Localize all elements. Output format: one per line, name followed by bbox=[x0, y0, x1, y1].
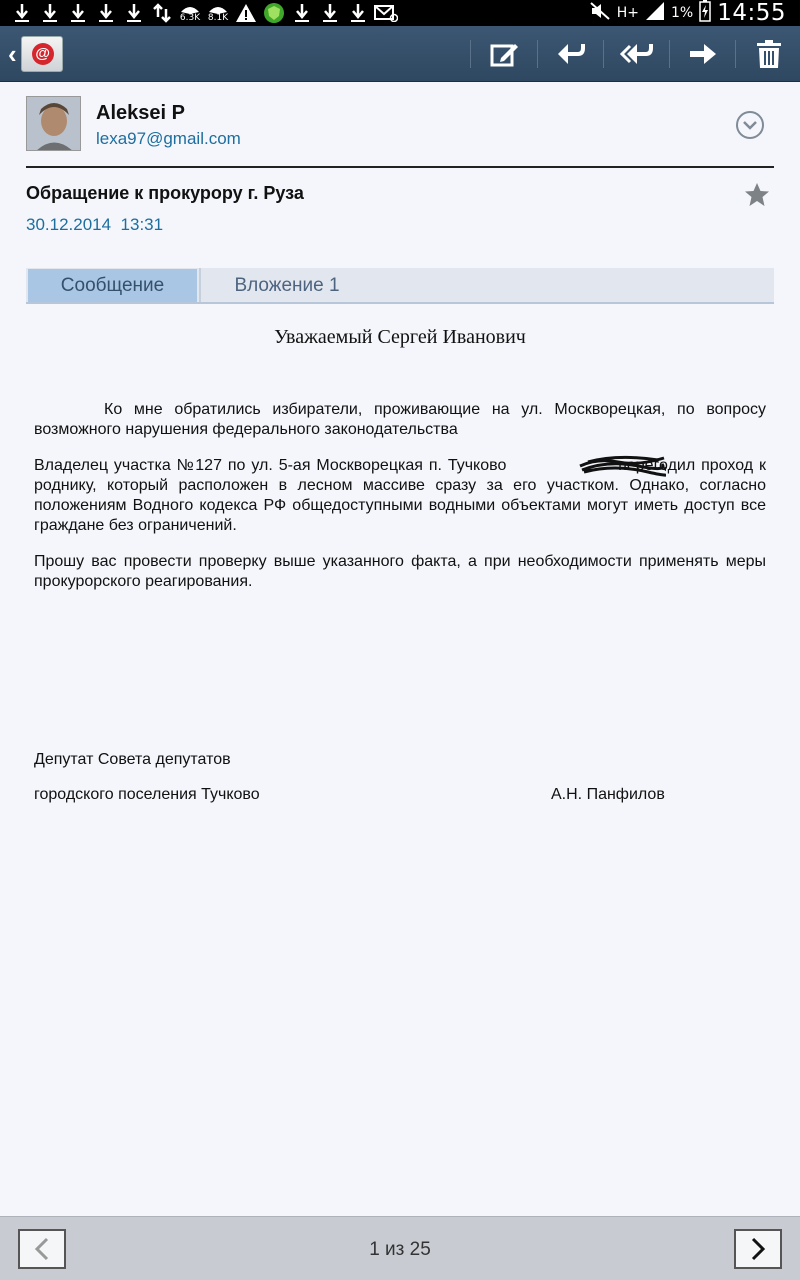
star-button[interactable] bbox=[744, 182, 770, 208]
clock: 14:55 bbox=[717, 0, 786, 26]
message-date-value: 30.12.2014 bbox=[26, 215, 112, 234]
trash-icon bbox=[756, 39, 782, 69]
download-speed-2: 8.1K bbox=[207, 12, 229, 23]
redaction-scribble bbox=[578, 450, 666, 480]
download-speed-1: 6.3K bbox=[179, 12, 201, 23]
mail-app-icon: @ bbox=[21, 36, 63, 72]
body-paragraph-part: Владелец участка №127 по ул. 5-ая Москворецкая п. Тучково bbox=[34, 457, 507, 474]
battery-icon bbox=[699, 0, 711, 27]
message-date bbox=[26, 215, 163, 235]
download-icon bbox=[290, 2, 314, 24]
toolbar-divider bbox=[470, 40, 471, 68]
download-icon bbox=[66, 2, 90, 24]
action-bar bbox=[0, 26, 800, 82]
signature-organization: городского поселения Тучково bbox=[34, 786, 260, 803]
system-status bbox=[589, 0, 786, 26]
bottom-navigation bbox=[0, 1216, 800, 1280]
body-paragraph-part: перегодил проход к роднику, который расположен в лесном массиве сразу за его участком. Однако, согласно положениям Водного кодекса РФ общедоступными водными объектами могут иметь доступ все граждане без ограничений. bbox=[34, 457, 767, 534]
message-tabs bbox=[26, 268, 774, 304]
email-icon bbox=[374, 2, 398, 24]
message-time-value: 13:31 bbox=[120, 215, 164, 234]
download-icon bbox=[346, 2, 370, 24]
chevron-left-icon: ‹ bbox=[8, 38, 17, 69]
delete-button[interactable] bbox=[737, 34, 800, 74]
reply-icon bbox=[556, 40, 586, 68]
signature-title: Депутат Совета депутатов bbox=[34, 751, 231, 768]
toolbar-divider bbox=[603, 40, 604, 68]
forward-icon bbox=[688, 40, 718, 68]
expand-details-button[interactable] bbox=[736, 111, 764, 139]
forward-button[interactable] bbox=[671, 34, 735, 74]
download-icon bbox=[318, 2, 342, 24]
compose-button[interactable] bbox=[472, 34, 536, 74]
battery-percent: 1% bbox=[670, 5, 694, 21]
reply-all-button[interactable] bbox=[605, 34, 669, 74]
sender-name: Aleksei P bbox=[96, 102, 185, 124]
warning-icon bbox=[234, 2, 258, 24]
star-icon bbox=[744, 182, 770, 208]
wifi-icon bbox=[178, 2, 202, 24]
download-icon bbox=[10, 2, 34, 24]
reply-all-icon bbox=[620, 40, 654, 68]
chevron-down-icon bbox=[742, 120, 758, 130]
back-button[interactable] bbox=[8, 34, 84, 74]
download-icon bbox=[38, 2, 62, 24]
divider bbox=[26, 166, 774, 168]
next-message-button[interactable] bbox=[734, 1229, 782, 1269]
message-subject: Обращение к прокурору г. Руза bbox=[26, 183, 304, 203]
toolbar-divider bbox=[669, 40, 670, 68]
reply-button[interactable] bbox=[539, 34, 603, 74]
tab-message[interactable]: Сообщение bbox=[28, 269, 197, 302]
body-paragraph: Ко мне обратились избиратели, проживающие на ул. Москворецкая, по вопросу возможного нарушения федерального законодательства bbox=[34, 401, 766, 438]
tab-divider bbox=[199, 268, 201, 302]
status-bar bbox=[0, 0, 800, 26]
network-type: H+ bbox=[616, 5, 639, 21]
shield-icon bbox=[262, 2, 286, 24]
sync-icon bbox=[150, 2, 174, 24]
signature-name: А.Н. Панфилов bbox=[551, 786, 665, 803]
compose-icon bbox=[489, 40, 519, 68]
toolbar-divider bbox=[537, 40, 538, 68]
body-paragraph: Прошу вас провести проверку выше указанного факта, а при необходимости применять меры прокурорского реагирования. bbox=[34, 553, 766, 590]
avatar[interactable] bbox=[26, 96, 81, 151]
signal-icon bbox=[645, 1, 665, 26]
download-icon bbox=[122, 2, 146, 24]
download-icon bbox=[94, 2, 118, 24]
tab-attachment[interactable]: Вложение 1 bbox=[234, 274, 340, 296]
sender-email[interactable]: lexa97@gmail.com bbox=[96, 129, 241, 148]
chevron-right-icon bbox=[750, 1237, 766, 1261]
notification-icons bbox=[0, 0, 398, 26]
wifi-icon bbox=[206, 2, 230, 24]
body-greeting: Уважаемый Сергей Иванович bbox=[274, 326, 526, 348]
mute-icon bbox=[589, 1, 611, 26]
message-counter: 1 из 25 bbox=[369, 1239, 431, 1260]
toolbar-divider bbox=[735, 40, 736, 68]
